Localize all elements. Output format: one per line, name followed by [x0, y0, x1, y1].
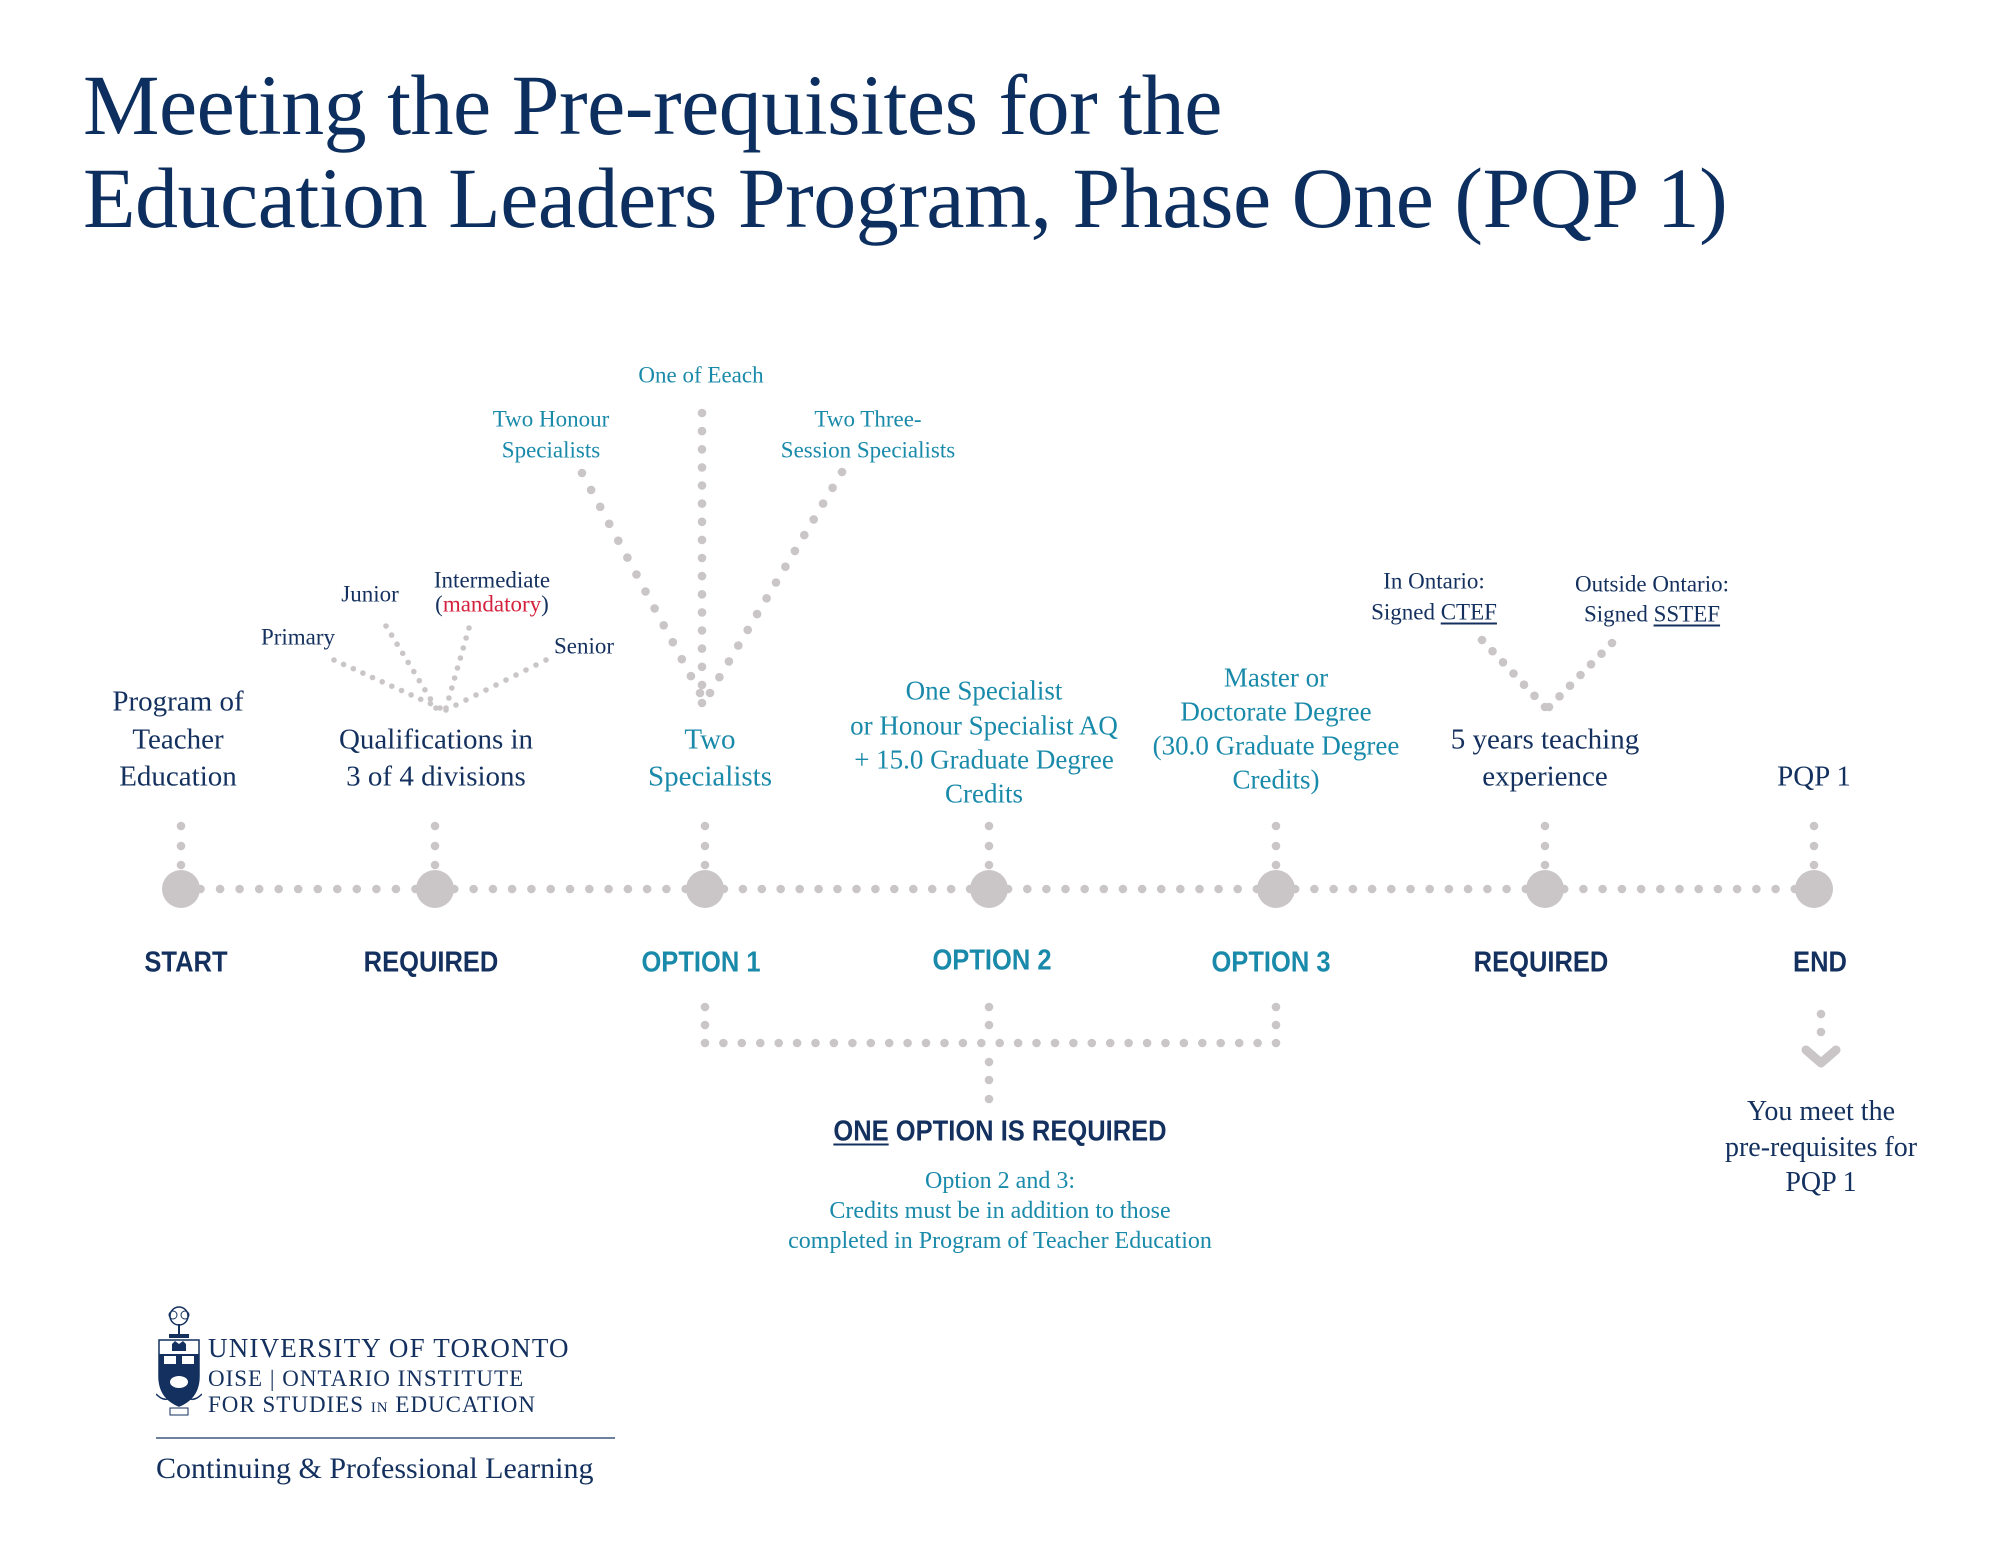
division-primary: Primary — [260, 624, 336, 650]
option-2-desc-line-3: + 15.0 Graduate Degree — [854, 744, 1114, 775]
outside-ontario-label: Outside Ontario: — [1575, 571, 1729, 597]
stage-label-option-3: OPTION 3 — [1211, 946, 1331, 979]
ctef-link[interactable]: CTEF — [1440, 599, 1497, 625]
specialist-two-three-session-line-2: Session Specialists — [780, 437, 956, 463]
option-3-desc-line-1: Master or — [1223, 662, 1329, 693]
option-1-desc-line-1: Two — [684, 723, 736, 756]
division-senior: Senior — [553, 633, 615, 659]
crest-icon — [156, 1306, 202, 1426]
options-note-line-1: Option 2 and 3: — [925, 1168, 1075, 1194]
stage-label-option-2: OPTION 2 — [932, 944, 1052, 977]
division-intermediate: Intermediate — [433, 567, 551, 593]
page-title-line-1: Meeting the Pre-requisites for the — [83, 57, 1222, 153]
required-1-desc-line-2: 3 of 4 divisions — [346, 760, 526, 793]
in-ontario-form: Signed CTEF — [1371, 599, 1497, 625]
page-title-line-2: Education Leaders Program, Phase One (PQP 1) — [83, 150, 1728, 246]
university-name: UNIVERSITY OF TORONTO — [208, 1333, 570, 1363]
outside-ontario-form: Signed SSTEF — [1583, 601, 1721, 627]
required-2-desc-line-1: 5 years teaching — [1450, 723, 1640, 756]
stage-label-required-1: REQUIRED — [363, 946, 499, 979]
option-3-desc-line-4: Credits) — [1232, 764, 1320, 795]
start-desc-line-3: Education — [119, 760, 237, 793]
start-desc-line-1: Program of — [112, 685, 244, 718]
required-2-desc-line-2: experience — [1482, 760, 1608, 793]
footer-divider — [156, 1437, 615, 1439]
required-1-desc-line-1: Qualifications in — [338, 723, 534, 756]
division-junior: Junior — [341, 581, 399, 607]
option-3-desc-line-3: (30.0 Graduate Degree — [1152, 730, 1400, 761]
mandatory-note: mandatory — [442, 591, 542, 617]
stage-label-start: START — [144, 946, 228, 979]
division-intermediate-note: (mandatory) — [435, 591, 549, 617]
down-arrow-icon — [1806, 1050, 1836, 1063]
stage-label-option-1: OPTION 1 — [641, 946, 761, 979]
one-option-required-heading: ONE OPTION IS REQUIRED — [833, 1115, 1167, 1148]
option-2-desc-line-2: or Honour Specialist AQ — [850, 710, 1118, 741]
option-1-desc-line-2: Specialists — [647, 760, 773, 793]
specialist-one-of-each: One of Eeach — [638, 362, 764, 388]
institute-line-2: FOR STUDIES IN EDUCATION — [208, 1392, 536, 1417]
end-result-line-1: You meet the — [1746, 1096, 1896, 1127]
option-3-desc-line-2: Doctorate Degree — [1180, 696, 1372, 727]
end-desc-line-1: PQP 1 — [1777, 760, 1851, 793]
specialist-two-honour-line-2: Specialists — [501, 437, 601, 463]
department-name: Continuing & Professional Learning — [156, 1452, 594, 1485]
options-note-line-3: completed in Program of Teacher Education — [788, 1228, 1212, 1254]
in-ontario-label: In Ontario: — [1383, 568, 1485, 594]
end-result-line-2: pre-requisites for — [1724, 1132, 1918, 1163]
institute-line-1: OISE | ONTARIO INSTITUTE — [208, 1366, 525, 1391]
sstef-link[interactable]: SSTEF — [1653, 601, 1721, 627]
options-note-line-2: Credits must be in addition to those — [829, 1198, 1171, 1224]
option-2-desc-line-4: Credits — [945, 778, 1023, 809]
end-result-line-3: PQP 1 — [1785, 1167, 1857, 1198]
specialist-two-three-session-line-1: Two Three- — [814, 406, 922, 432]
option-2-desc-line-1: One Specialist — [905, 675, 1063, 706]
one-emphasis: ONE — [833, 1115, 889, 1148]
start-desc-line-2: Teacher — [132, 723, 224, 756]
stage-label-end: END — [1793, 946, 1847, 979]
stage-label-required-2: REQUIRED — [1473, 946, 1609, 979]
specialist-two-honour-line-1: Two Honour — [492, 406, 610, 432]
